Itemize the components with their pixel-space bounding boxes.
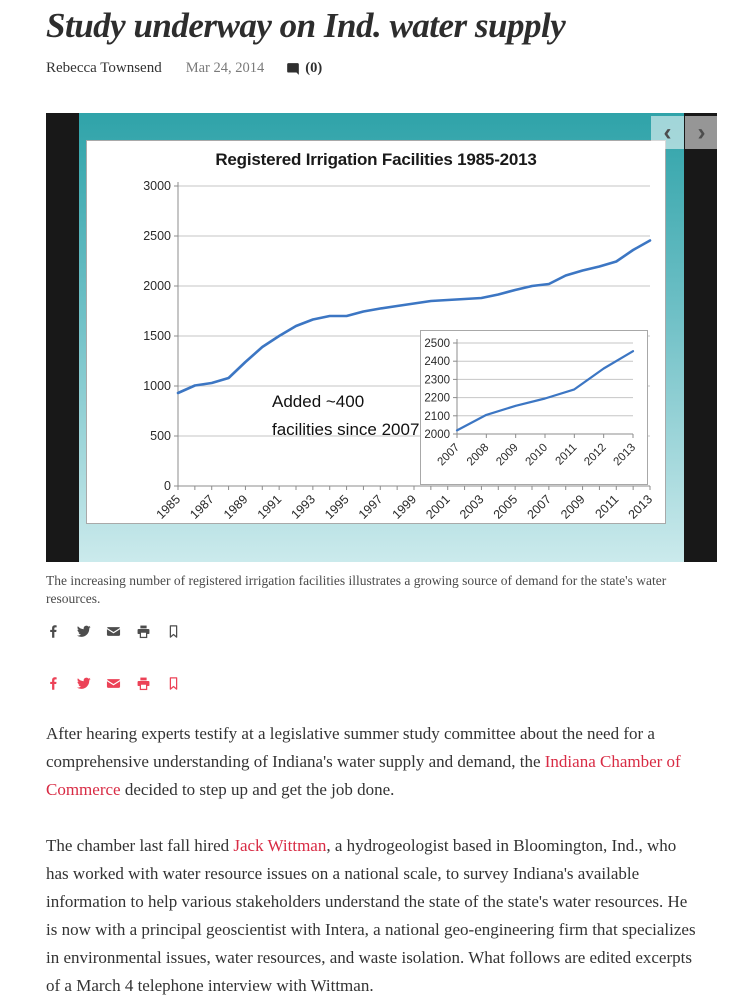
article-paragraph: The chamber last fall hired Jack Wittman, a hydrogeologist based in Bloomington, Ind., who has worked with water resource issues on a national scale, to survey Indiana's available information to help various stakeholders understand the state of the state's water resources. He is now with a principal geoscientist with Intera, a national geo-engineering firm that specializes in environmental issues, water resources, and waste isolation. What follows are edited excerpts of a March 4 telephone interview with Wittman.: [46, 835, 696, 995]
facebook-icon[interactable]: [46, 676, 61, 691]
svg-text:2200: 2200: [424, 392, 450, 405]
svg-text:2013: 2013: [611, 441, 639, 469]
bookmark-icon[interactable]: [166, 624, 181, 639]
svg-text:500: 500: [150, 429, 171, 444]
twitter-icon[interactable]: [76, 624, 91, 639]
share-bar-top: [46, 624, 718, 639]
chevron-left-icon: ‹: [663, 118, 672, 146]
image-caption: The increasing number of registered irrigation facilities illustrates a growing source of demand for the state's water resources.: [46, 573, 667, 607]
chevron-right-icon: ›: [697, 118, 706, 146]
svg-text:2007: 2007: [524, 492, 554, 522]
byline: [46, 60, 718, 77]
svg-text:2005: 2005: [490, 492, 521, 522]
svg-text:2100: 2100: [424, 410, 450, 423]
prev-image-button[interactable]: [651, 116, 684, 149]
svg-text:2013: 2013: [625, 492, 656, 522]
share-bar-article: [46, 676, 718, 691]
comment-count[interactable]: (0): [286, 60, 322, 77]
svg-text:2010: 2010: [523, 441, 551, 469]
svg-text:2500: 2500: [424, 338, 450, 351]
article-link[interactable]: Jack Wittman: [233, 835, 327, 855]
svg-text:1500: 1500: [143, 329, 171, 344]
page-title: Study underway on Ind. water supply: [46, 6, 566, 45]
inset-chart-box: [420, 330, 648, 485]
svg-text:2007: 2007: [435, 441, 463, 469]
twitter-icon[interactable]: [76, 676, 91, 691]
svg-text:1000: 1000: [143, 379, 171, 394]
svg-text:2000: 2000: [424, 429, 450, 442]
svg-text:2008: 2008: [464, 441, 492, 469]
svg-text:1985: 1985: [153, 492, 184, 522]
svg-text:1991: 1991: [254, 492, 285, 522]
svg-text:1999: 1999: [389, 492, 420, 522]
article-paragraph: After hearing experts testify at a legislative summer study committee about the need for a comprehensive understanding of Indiana's water supply and demand, the Indiana Chamber of Commerce decided to step up and get the job done.: [46, 723, 681, 799]
print-icon[interactable]: [136, 676, 151, 691]
inset-line-chart: [421, 331, 649, 486]
svg-text:2012: 2012: [582, 441, 609, 469]
svg-text:2003: 2003: [456, 492, 487, 522]
email-icon[interactable]: [106, 624, 121, 639]
svg-text:1997: 1997: [355, 492, 386, 522]
next-image-button[interactable]: [685, 116, 718, 149]
svg-text:2500: 2500: [143, 229, 171, 244]
svg-text:1989: 1989: [220, 492, 251, 522]
article-link[interactable]: Indiana Chamber of Commerce: [46, 751, 681, 799]
email-icon[interactable]: [106, 676, 121, 691]
facebook-icon[interactable]: [46, 624, 61, 639]
svg-text:2011: 2011: [592, 492, 622, 522]
svg-text:2001: 2001: [423, 492, 453, 522]
svg-text:Added ~400: Added ~400: [272, 392, 365, 412]
svg-text:2400: 2400: [424, 356, 450, 369]
chart-panel: [86, 140, 666, 524]
article-body: [46, 720, 718, 1000]
article-image: [46, 113, 717, 562]
comment-bubble-icon: [286, 62, 300, 76]
print-icon[interactable]: [136, 624, 151, 639]
svg-text:facilities since 2007: facilities since 2007: [272, 420, 420, 440]
svg-text:1995: 1995: [322, 492, 352, 522]
svg-text:2000: 2000: [143, 279, 171, 294]
svg-text:2300: 2300: [424, 374, 450, 387]
svg-text:3000: 3000: [143, 179, 171, 194]
svg-text:2011: 2011: [553, 441, 580, 468]
chart-title: Registered Irrigation Facilities 1985-2013: [215, 150, 537, 170]
svg-text:2009: 2009: [558, 492, 588, 522]
publish-date: Mar 24, 2014: [185, 60, 265, 77]
svg-text:2009: 2009: [494, 441, 521, 469]
svg-text:1993: 1993: [288, 492, 318, 522]
svg-text:1987: 1987: [187, 492, 217, 522]
author-name[interactable]: Rebecca Townsend: [46, 60, 162, 77]
svg-text:0: 0: [164, 479, 171, 494]
bookmark-icon[interactable]: [166, 676, 181, 691]
